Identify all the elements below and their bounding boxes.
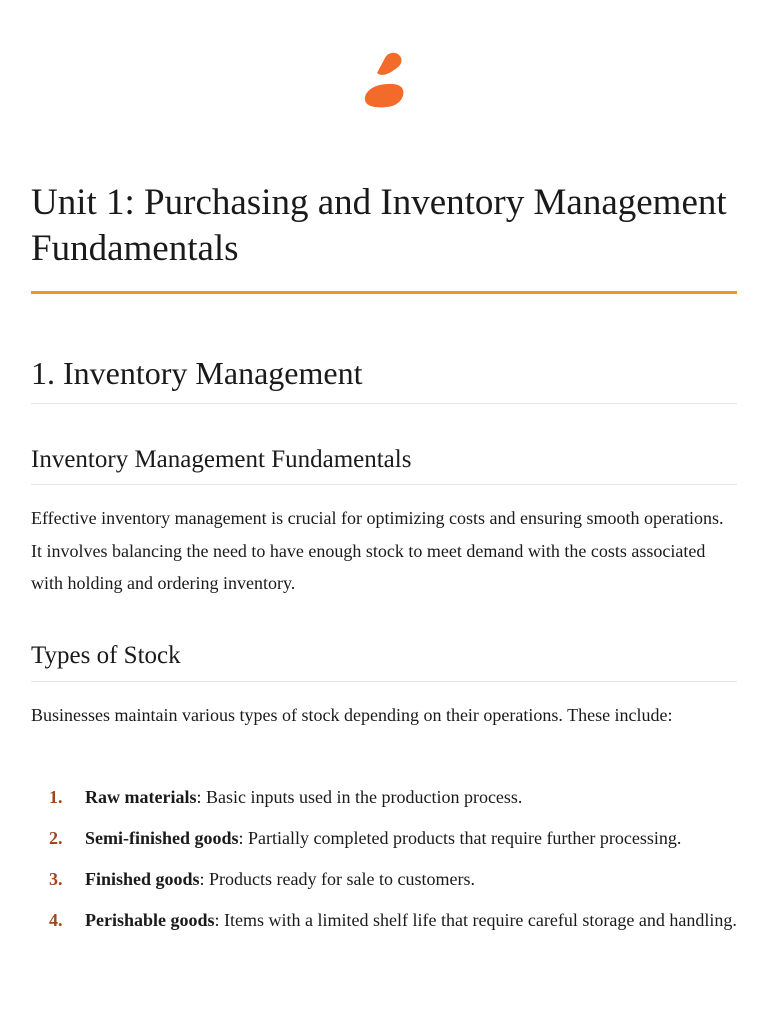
list-description: : Items with a limited shelf life that require careful storage and handling. bbox=[214, 910, 737, 930]
brand-logo-icon bbox=[361, 51, 407, 111]
types-paragraph: Businesses maintain various types of stock depending on their operations. These include: bbox=[31, 705, 673, 725]
list-item bbox=[31, 823, 737, 855]
list-term: Finished goods bbox=[85, 869, 200, 889]
subsection-heading-fundamentals: Inventory Management Fundamentals bbox=[31, 446, 412, 473]
list-description: : Products ready for sale to customers. bbox=[199, 869, 475, 889]
subsection-divider bbox=[31, 681, 737, 682]
list-term: Raw materials bbox=[85, 787, 197, 807]
section-divider bbox=[31, 403, 737, 404]
stock-types-list bbox=[31, 782, 737, 946]
section-heading: 1. Inventory Management bbox=[31, 355, 363, 391]
subsection-divider bbox=[31, 484, 737, 485]
page-title: Unit 1: Purchasing and Inventory Management Fundamentals bbox=[31, 182, 727, 269]
title-divider bbox=[31, 291, 737, 294]
list-number: 2. bbox=[49, 828, 63, 848]
fundamentals-paragraph: Effective inventory management is crucial for optimizing costs and ensuring smooth operations. It involves balancing the need to have enough stock to meet demand with the costs associated with holding and ordering inventory. bbox=[31, 508, 724, 593]
list-number: 4. bbox=[49, 910, 63, 930]
list-number: 3. bbox=[49, 869, 63, 889]
subsection-heading-types: Types of Stock bbox=[31, 642, 181, 669]
list-term: Perishable goods bbox=[85, 910, 215, 930]
list-description: : Partially completed products that require further processing. bbox=[238, 828, 682, 848]
list-item bbox=[31, 782, 737, 814]
list-description: : Basic inputs used in the production process. bbox=[196, 787, 523, 807]
list-term: Semi-finished goods bbox=[85, 828, 239, 848]
list-item bbox=[31, 905, 737, 937]
list-number: 1. bbox=[49, 787, 63, 807]
list-item bbox=[31, 864, 737, 896]
